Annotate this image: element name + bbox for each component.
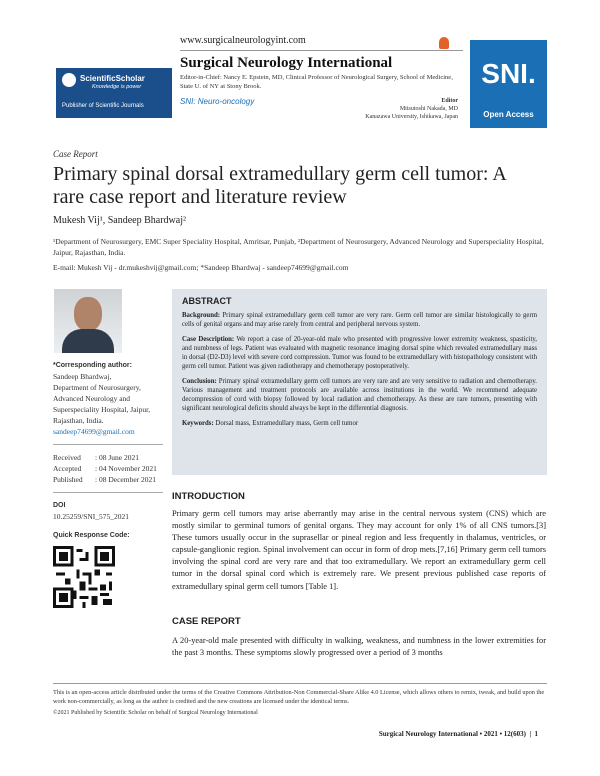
author-photo (54, 289, 122, 353)
open-access-lock-icon (439, 37, 449, 49)
article-emails: E-mail: Mukesh Vij - dr.mukeshvij@gmail.com; *Sandeep Bhardwaj - sandeep74699@gmail.com (53, 263, 349, 272)
journal-url[interactable]: www.surgicalneurologyint.com (180, 35, 306, 46)
qr-code (53, 546, 115, 608)
open-access-label: Open Access (483, 110, 534, 119)
publisher-tagline: Knowledge is power (92, 84, 142, 90)
editor-affil: Kanazawa University, Ishikawa, Japan (365, 114, 458, 120)
sidebar-divider (53, 492, 163, 493)
article-dates (53, 452, 163, 485)
header-divider (180, 50, 463, 51)
article-affiliations: ¹Department of Neurosurgery, EMC Super Speciality Hospital, Amritsar, Punjab, ²Department of Neurosurgery, Advanced Neurology and Superspeciality Hospital, Jaipur, Rajasthan, India. (53, 237, 544, 257)
corresponding-author-name: Sandeep Bhardwaj, (53, 372, 112, 381)
abstract-case-description: Case Description: We report a case of 20-year-old male who presented with progressive lower extremity weakness, spasticity, and numbness of legs. Patient was evaluated with magnetic resonance imaging dorsal spine which revealed extramedullary mass in dorsal (D2-D3) level with severe cord compression. Tumor was found to be extramedullary with histopathology consistent with germ cell tumor. Patient was given radiotherapy and chemotherapy postoperatively. (182, 336, 538, 370)
citation: Surgical Neurology International • 2021 • 12(603) (378, 730, 526, 738)
publisher-name: ScientificScholar (80, 74, 145, 83)
footer-divider (53, 683, 547, 684)
corresponding-author-title: *Corresponding author: (53, 362, 132, 369)
editor-in-chief: Editor-in-Chief: Nancy E. Epstein, MD, Clinical Professor of Neurological Surgery, School of Medicine, State U. of NY at Stony Brook. (180, 74, 453, 90)
corresponding-author-email[interactable]: sandeep74699@gmail.com (53, 427, 135, 436)
journal-title: Surgical Neurology International (180, 55, 393, 71)
journal-section: SNI: Neuro-oncology (180, 97, 255, 106)
abstract-conclusion: Conclusion: Primary spinal extramedullary germ cell tumors are very rare and are very sensitive to radiation and chemotherapy. Various management and treatment protocols are available across institutions in the world. We recommend adequate decompression of cord with biopsy followed by local radiation and chemotherapy. As these are rare tumors, presenting with significant neurological deficits should always be kept in the differential diagnosis. (182, 378, 537, 412)
page-footer: Surgical Neurology International • 2021 • 12(603) | 1 (378, 730, 538, 738)
publisher-logo (56, 68, 172, 118)
sni-badge-text: SNI. (481, 58, 536, 89)
corresponding-author-dept: Department of Neurosurgery, Advanced Neurology and Superspeciality Hospital, Jaipur, Rajasthan, India. (53, 383, 151, 425)
abstract-box (172, 289, 547, 475)
copyright-text: ©2021 Published by Scientific Scholar on behalf of Surgical Neurology International (53, 710, 258, 716)
date-published: Published : 08 December 2021 (53, 475, 157, 484)
editor-name: Mitsutoshi Nakada, MD (399, 106, 458, 112)
doi-label: DOI (53, 502, 66, 509)
introduction-text: Primary germ cell tumors may arise aberrantly may arise in the central nervous system (CNS) which are mostly similar to germinal tumors of genital organs. They may account for only 1% of all CNS tumors.[3] These tumors usually occur in the suprasellar or pineal region and less frequently in thalamus, ventricles, or capsule-ganglionic region. Spinal involvement can occur in form of drop mets.[7,16] Primary germ cell tumors involving the spinal cord are very rare and that too extramedullary. We report an extramedullary germ cell tumor in the dorsal spinal cord which is extremely rare. We present previous published case reports of extramedullary spinal germ cell tumors [Table 1]. (172, 509, 546, 591)
introduction-heading: INTRODUCTION (172, 491, 245, 502)
article-sidebar (53, 360, 163, 611)
abstract-heading: ABSTRACT (182, 296, 232, 306)
abstract-background: Background: Primary spinal extramedullary germ cell tumor are very rare. Germ cell tumor are similar histologically to germ cells of genital organs and may arise rarely from central and peripheral nervous system. (182, 312, 537, 328)
sidebar-divider (53, 444, 163, 445)
date-accepted: Accepted : 04 November 2021 (53, 464, 157, 473)
page-header (0, 0, 600, 135)
section-editor (365, 97, 458, 121)
article-type: Case Report (53, 149, 98, 159)
publisher-globe-icon (62, 73, 76, 87)
article-authors: Mukesh Vij¹, Sandeep Bhardwaj² (53, 215, 186, 226)
article-title: Primary spinal dorsal extramedullary germ cell tumor: A rare case report and literature review (53, 163, 506, 208)
doi-value[interactable]: 10.25259/SNI_575_2021 (53, 512, 130, 521)
license-text: This is an open-access article distributed under the terms of the Creative Commons Attribution-Non Commercial-Share Alike 4.0 License, which allows others to remix, tweak, and build upon the work non-commercially, as long as the author is credited and the new creations are licensed under the identical terms. (53, 689, 545, 705)
date-received: Received : 08 June 2021 (53, 453, 139, 462)
sni-badge (470, 40, 547, 128)
case-report-text: A 20-year-old male presented with difficulty in walking, weakness, and numbness in the lower extremities for the past 3 months. These symptoms slowly progressed over a period of 3 months (172, 636, 546, 658)
qr-label: Quick Response Code: (53, 532, 130, 539)
editor-label: Editor (441, 98, 458, 104)
page-number: 1 (534, 730, 538, 738)
abstract-keywords: Keywords: Dorsal mass, Extramedullary mass, Germ cell tumor (182, 420, 359, 427)
case-report-heading: CASE REPORT (172, 616, 241, 627)
publisher-sub: Publisher of Scientific Journals (62, 103, 144, 109)
